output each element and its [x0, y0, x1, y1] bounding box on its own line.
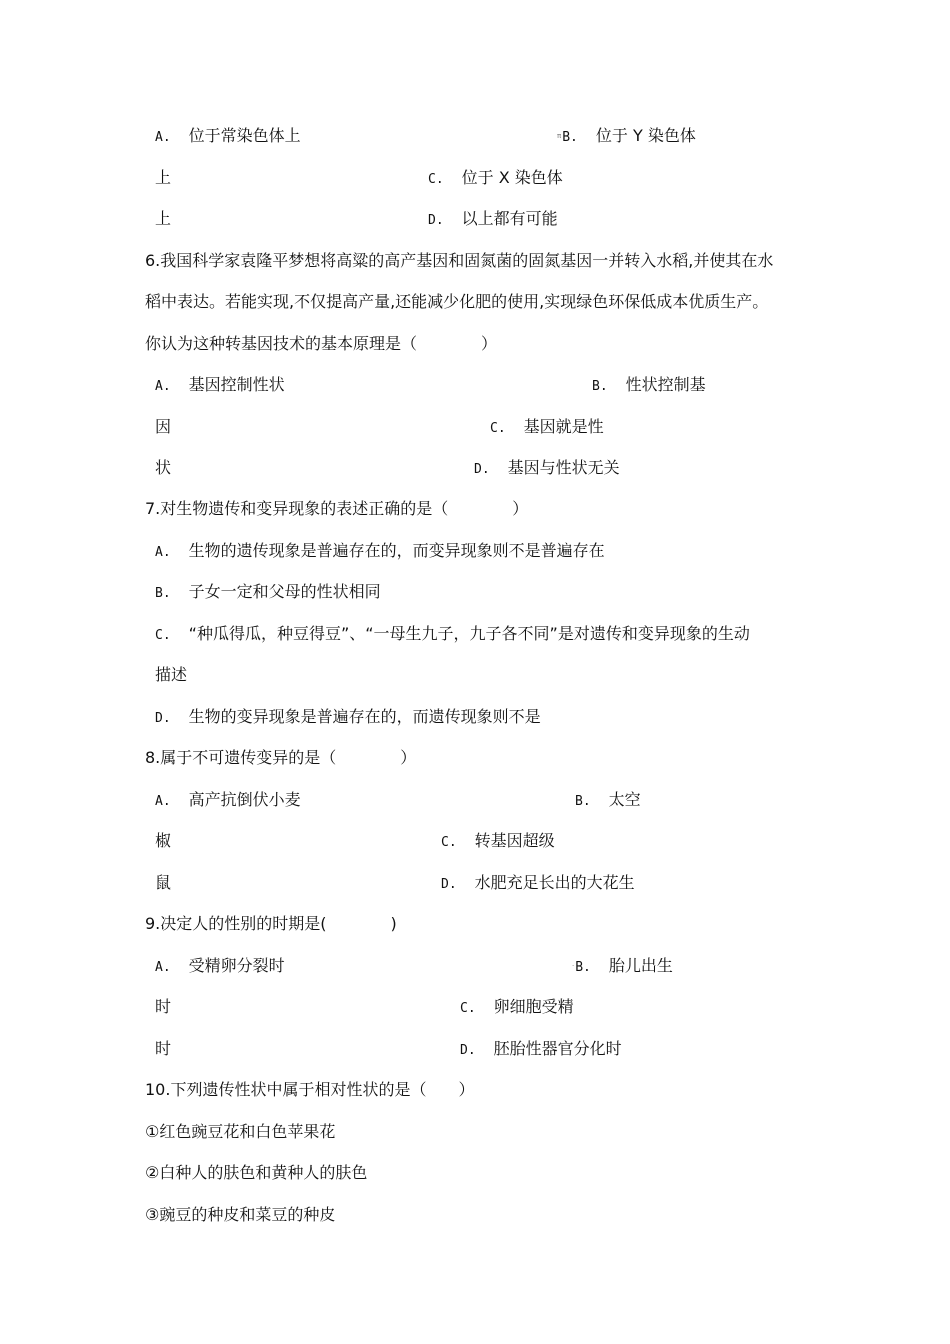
option-text: 基因控制性状: [188, 375, 285, 394]
option-letter: D.: [441, 877, 457, 892]
q9-option-c-wrap: 时: [155, 1039, 172, 1058]
option-letter: B.: [575, 794, 591, 809]
option-letter: A.: [155, 960, 171, 975]
q6-stem-line-1: 6.我国科学家袁隆平梦想将高粱的高产基因和固氮菌的固氮基因一并转入水稻,并使其在水: [145, 251, 774, 270]
option-letter: C.: [460, 1001, 476, 1016]
q5-option-c-wrap: 上: [155, 209, 172, 228]
q6-stem-line-2: 稻中表达。若能实现,不仅提高产量,还能减少化肥的使用,实现绿色环保低成本优质生产。: [145, 292, 769, 311]
q7-option-a: [155, 540, 605, 562]
q10-item-2: ②白种人的肤色和黄种人的肤色: [145, 1163, 368, 1182]
option-letter: C.: [441, 835, 457, 850]
option-text: 性状控制基: [625, 375, 706, 394]
q5-option-d: [428, 208, 558, 230]
option-letter: C.: [490, 421, 506, 436]
q8-option-d: [441, 872, 635, 894]
q5-option-b-wrap: 上: [155, 168, 172, 187]
option-text: 生物的遗传现象是普遍存在的，而变异现象则不是普遍存在: [188, 541, 605, 560]
option-letter: A.: [155, 545, 171, 560]
q9-option-b: [572, 955, 673, 977]
option-text: 胎儿出生: [608, 956, 673, 975]
q6-option-c: [490, 416, 604, 438]
option-text: 以上都有可能: [461, 209, 558, 228]
option-text: 胚胎性器官分化时: [493, 1039, 622, 1058]
q10-item-3: ③豌豆的种皮和菜豆的种皮: [145, 1205, 336, 1224]
q8-stem: 8.属于不可遗传变异的是（ ）: [145, 748, 417, 767]
q9-option-a: [155, 955, 285, 977]
q9-stem: 9.决定人的性别的时期是( ): [145, 914, 397, 933]
q7-option-b: [155, 581, 381, 603]
q5-option-a: [155, 125, 301, 147]
option-text: 太空: [608, 790, 641, 809]
q6-option-c-wrap: 状: [155, 458, 172, 477]
q8-option-c-wrap: 鼠: [155, 873, 172, 892]
option-letter: A.: [155, 794, 171, 809]
q6-option-a: [155, 374, 285, 396]
q8-option-b-wrap: 椒: [155, 831, 172, 850]
option-text: 位于 X 染色体: [461, 168, 563, 187]
option-text: 高产抗倒伏小麦: [188, 790, 301, 809]
option-text: “种瓜得瓜，种豆得豆”、“一母生九子，九子各不同”是对遗传和变异现象的生动: [188, 624, 750, 643]
option-letter: D.: [474, 462, 490, 477]
q6-option-b-wrap: 因: [155, 417, 172, 436]
option-text: 卵细胞受精: [493, 997, 574, 1016]
q5-option-c: [428, 167, 563, 189]
q8-option-a: [155, 789, 301, 811]
option-letter: D.: [155, 711, 171, 726]
option-letter: B.: [592, 379, 608, 394]
option-text: 基因与性状无关: [507, 458, 620, 477]
q6-option-d: [474, 457, 620, 479]
option-text: 位于 Y 染色体: [595, 126, 696, 145]
anchor-mark-icon: ·: [572, 962, 575, 970]
option-letter: A.: [155, 379, 171, 394]
option-text: 位于常染色体上: [188, 126, 301, 145]
option-text: 受精卵分裂时: [188, 956, 285, 975]
option-letter: D.: [428, 213, 444, 228]
q5-option-b: [557, 125, 696, 147]
option-text: 转基因超级: [474, 831, 555, 850]
anchor-mark-icon: π: [557, 132, 562, 140]
option-letter: B.: [155, 586, 171, 601]
option-letter: A.: [155, 130, 171, 145]
q9-option-d: [460, 1038, 622, 1060]
q8-option-b: [575, 789, 641, 811]
q7-option-c: [155, 623, 750, 645]
q7-option-d: [155, 706, 541, 728]
option-letter: C.: [428, 172, 444, 187]
q9-option-b-wrap: 时: [155, 997, 172, 1016]
option-text: 子女一定和父母的性状相同: [188, 582, 381, 601]
option-letter: C.: [155, 628, 171, 643]
option-text: 水肥充足长出的大花生: [474, 873, 635, 892]
q7-stem: 7.对生物遗传和变异现象的表述正确的是（ ）: [145, 499, 529, 518]
q6-stem-line-3: 你认为这种转基因技术的基本原理是（ ）: [145, 334, 498, 353]
option-text: 生物的变异现象是普遍存在的，而遗传现象则不是: [188, 707, 541, 726]
q9-option-c: [460, 996, 574, 1018]
q7-option-c-wrap: 描述: [155, 665, 188, 684]
option-letter: D.: [460, 1043, 476, 1058]
q10-item-1: ①红色豌豆花和白色苹果花: [145, 1122, 336, 1141]
option-text: 基因就是性: [523, 417, 604, 436]
q6-option-b: [592, 374, 706, 396]
option-letter: B.: [562, 130, 578, 145]
q8-option-c: [441, 830, 555, 852]
q10-stem: 10.下列遗传性状中属于相对性状的是（ ）: [145, 1080, 475, 1099]
option-letter: B.: [575, 960, 591, 975]
